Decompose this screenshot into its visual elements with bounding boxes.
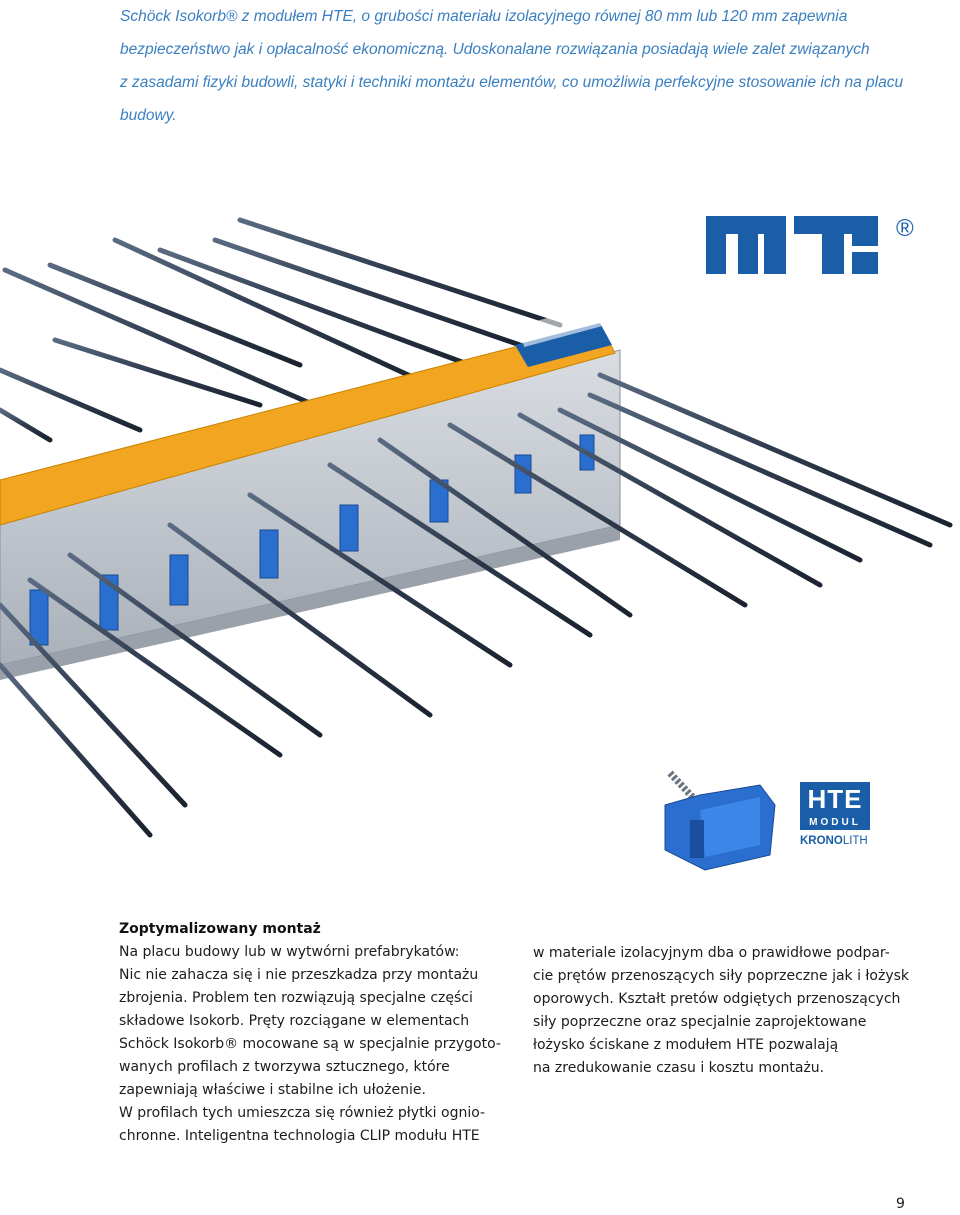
body-line: na zredukowanie czasu i kosztu montażu.	[533, 1060, 825, 1076]
intro-line: budowy.	[120, 107, 177, 124]
body-line: Nic nie zahacza się i nie przeszkadza przy montażu	[119, 967, 479, 983]
body-line: zapewniają właściwe i stabilne ich ułożenie.	[119, 1082, 426, 1098]
section-title: Zoptymalizowany montaż	[119, 921, 321, 937]
body-line: składowe Isokorb. Pręty rozciągane w elementach	[119, 1013, 470, 1029]
kronolith-brand	[800, 835, 872, 847]
registered-mark: ®	[896, 215, 914, 242]
body-line: chronne. Inteligentna technologia CLIP modułu HTE	[119, 1128, 480, 1144]
intro-line: Schöck Isokorb® z modułem HTE, o grubości materiału izolacyjnego równej 80 mm lub 120 mm zapewnia	[120, 8, 848, 25]
hte-logo	[706, 212, 914, 278]
badge-modul-text: MODUL	[800, 816, 870, 830]
body-line: w materiale izolacyjnym dba o prawidłowe podpar-	[533, 945, 890, 961]
intro-text	[120, 0, 920, 132]
kronolith-lith: LITH	[842, 835, 868, 847]
body-line: W profilach tych umieszcza się również płytki ognio-	[119, 1105, 486, 1121]
kronolith-krono: KRONO	[800, 835, 843, 847]
body-line: łożysko ściskane z modułem HTE pozwalają	[533, 1037, 839, 1053]
section-left-column	[119, 918, 509, 1148]
body-line: cie prętów przenoszących siły poprzeczne jak i łożysk	[533, 968, 910, 984]
hte-module-illustration	[660, 765, 780, 875]
body-line: wanych profilach z tworzywa sztucznego, które	[119, 1059, 450, 1075]
body-line: siły poprzeczne oraz specjalnie zaprojektowane	[533, 1014, 867, 1030]
intro-line: z zasadami fizyki budowli, statyki i techniki montażu elementów, co umożliwia perfekcyjne stosowanie ich na placu	[120, 74, 904, 91]
body-line: zbrojenia. Problem ten rozwiązują specjalne części	[119, 990, 473, 1006]
page-number: 9	[896, 1196, 905, 1212]
body-line: Schöck Isokorb® mocowane są w specjalnie przygoto-	[119, 1036, 501, 1052]
body-line: oporowych. Kształt pretów odgiętych przenoszących	[533, 991, 901, 1007]
body-line: Na placu budowy lub w wytwórni prefabrykatów:	[119, 944, 460, 960]
intro-line: bezpieczeństwo jak i opłacalność ekonomiczną. Udoskonalane rozwiązania posiadają wiele zalet związanych	[120, 41, 870, 58]
section-right-column	[533, 942, 923, 1080]
badge-hte-text: HTE	[807, 784, 863, 814]
hte-modul-badge	[800, 782, 872, 847]
